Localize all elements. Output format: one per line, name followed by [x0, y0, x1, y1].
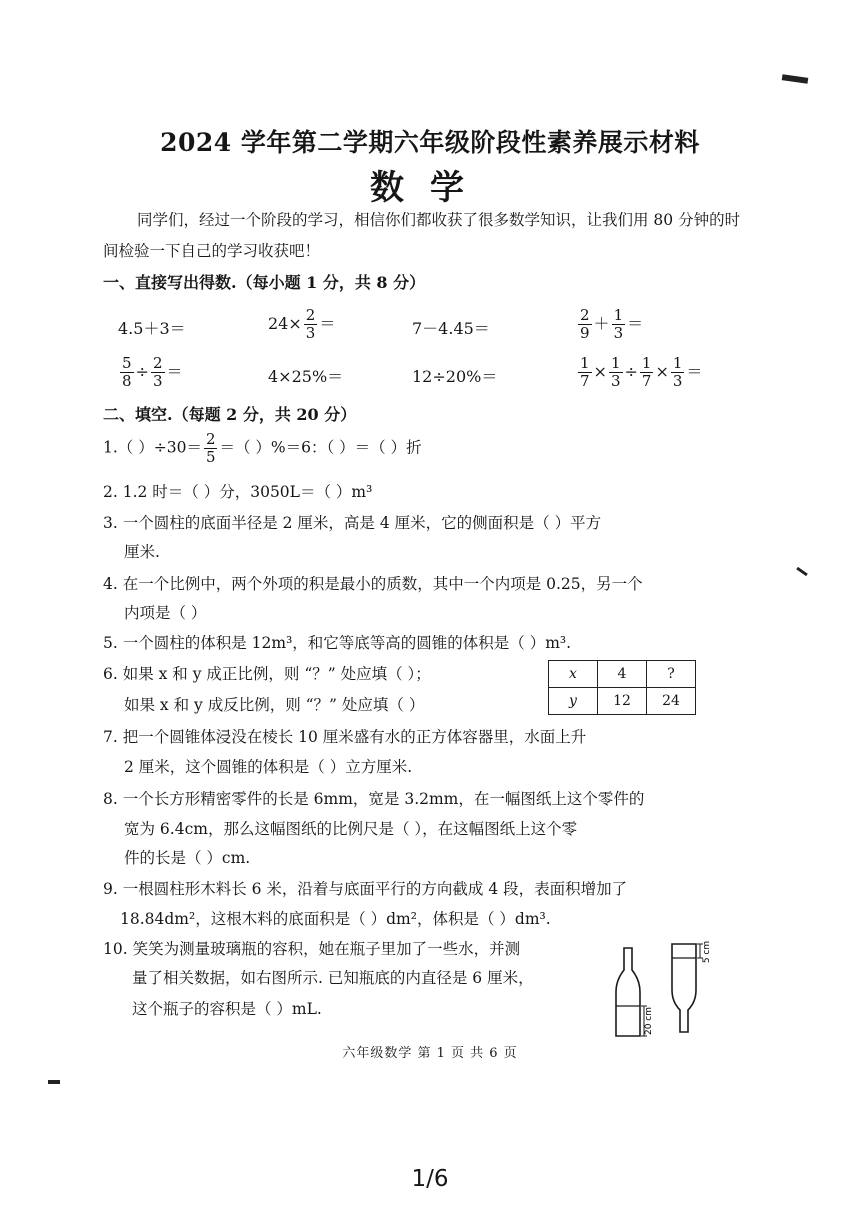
denominator: 3	[305, 324, 316, 342]
calc-item-4	[576, 307, 643, 342]
calc-item-1: 4.5＋3＝	[118, 319, 186, 338]
question-9-line2: 18.84dm²，这根木料的底面积是（ ）dm²，体积是（ ）dm³.	[120, 910, 551, 928]
calc-item-8	[576, 355, 702, 390]
fraction	[578, 307, 592, 342]
table-cell: 24	[647, 688, 696, 715]
bottle-label-20cm: 20 cm	[644, 1006, 654, 1036]
page-indicator: 1/6	[411, 1166, 449, 1192]
table-cell: 4	[598, 661, 647, 688]
bottle-label-5cm: 5 cm	[702, 940, 712, 964]
fraction	[640, 355, 654, 390]
denominator: 3	[613, 324, 624, 342]
denominator: 3	[672, 372, 683, 390]
denominator: 3	[610, 372, 621, 390]
q1-text: ＝（ ）%＝6：（ ）＝（ ）折	[219, 438, 422, 457]
calc-item-7: 12÷20%＝	[412, 367, 498, 386]
fraction	[671, 355, 685, 390]
intro-paragraph: 同学们，经过一个阶段的学习，相信你们都收获了很多数学知识，让我们用 80 分钟的时间检验一下自己的学习收获吧！	[103, 211, 741, 260]
question-8-line3: 件的长是（ ）cm.	[124, 849, 251, 867]
question-10-line3: 这个瓶子的容积是（ ）mL.	[132, 1000, 322, 1018]
question-3-line2: 厘米.	[124, 543, 160, 561]
fraction	[204, 431, 218, 466]
question-4-line1: 4. 在一个比例中，两个外项的积是最小的质数，其中一个内项是 0.25，另一个	[103, 575, 643, 593]
table-cell: y	[549, 688, 598, 715]
numerator: 5	[122, 354, 132, 372]
table-cell: 12	[598, 688, 647, 715]
section1-heading: 一、直接写出得数.（每小题 1 分，共 8 分）	[103, 273, 426, 292]
calc-text: ×	[655, 362, 669, 381]
question-10-line2: 量了相关数据，如右图所示. 已知瓶底的内直径是 6 厘米，	[132, 969, 534, 987]
table-cell: x	[549, 661, 598, 688]
question-9-line1: 9. 一根圆柱形木料长 6 米，沿着与底面平行的方向截成 4 段，表面积增加了	[103, 880, 628, 898]
calc-text: ＝	[627, 314, 644, 333]
question-1	[103, 431, 422, 466]
calc-text: ÷	[135, 362, 149, 381]
denominator: 8	[122, 372, 132, 390]
fraction	[304, 307, 318, 342]
table-cell: ?	[647, 661, 696, 688]
numerator: 1	[613, 306, 624, 324]
paper-title: 2024 学年第二学期六年级阶段性素养展示材料	[160, 128, 700, 157]
fraction	[609, 355, 623, 390]
fraction	[151, 355, 165, 390]
subject-title: 数学	[370, 168, 490, 208]
denominator: 7	[641, 372, 652, 390]
calc-text: ÷	[624, 362, 638, 381]
scan-mark-top-right	[782, 74, 809, 84]
numerator: 1	[580, 354, 590, 372]
fraction	[612, 307, 626, 342]
calc-item-3: 7－4.45＝	[412, 319, 490, 338]
scan-mark-left	[48, 1080, 60, 1084]
bottle-diagram	[606, 940, 718, 1040]
numerator: 1	[672, 354, 683, 372]
numerator: 2	[205, 430, 216, 448]
calc-item-2	[268, 307, 335, 342]
question-3-line1: 3. 一个圆柱的底面半径是 2 厘米，高是 4 厘米，它的侧面积是（ ）平方	[103, 514, 602, 532]
question-10-line1: 10. 笑笑为测量玻璃瓶的容积，她在瓶子里加了一些水，并测	[103, 940, 521, 958]
table-row	[549, 688, 696, 715]
calc-text: ＝	[166, 362, 183, 381]
calc-text: ＋	[593, 314, 610, 333]
scan-mark-right	[796, 567, 808, 576]
numerator: 2	[580, 306, 590, 324]
denominator: 5	[205, 448, 216, 466]
numerator: 1	[610, 354, 621, 372]
numerator: 1	[641, 354, 652, 372]
page-footer: 六年级数学 第 1 页 共 6 页	[342, 1046, 518, 1061]
calc-text: ×	[593, 362, 607, 381]
denominator: 7	[580, 372, 590, 390]
question-7-line1: 7. 把一个圆锥体浸没在棱长 10 厘米盛有水的正方体容器里，水面上升	[103, 728, 587, 746]
table-row	[549, 661, 696, 688]
numerator: 2	[152, 354, 163, 372]
denominator: 3	[152, 372, 163, 390]
question-5: 5. 一个圆柱的体积是 12m³，和它等底等高的圆锥的体积是（ ）m³.	[103, 634, 572, 652]
section2-heading: 二、填空.（每题 2 分，共 20 分）	[103, 405, 357, 424]
question-2: 2. 1.2 时＝（ ）分，3050L＝（ ）m³	[103, 483, 373, 501]
q1-text: 1.（ ）÷30＝	[103, 438, 202, 457]
calc-text: 24×	[268, 314, 302, 333]
fraction	[120, 355, 134, 390]
denominator: 9	[580, 324, 590, 342]
fraction	[578, 355, 592, 390]
question-4-line2: 内项是（ ）	[124, 604, 207, 622]
question-6-line1: 6. 如果 x 和 y 成正比例，则 “？” 处应填（ ）；	[103, 665, 431, 683]
calc-text: ＝	[686, 362, 703, 381]
calc-text: ＝	[319, 314, 336, 333]
question-8-line1: 8. 一个长方形精密零件的长是 6mm，宽是 3.2mm，在一幅图纸上这个零件的	[103, 790, 645, 808]
question-7-line2: 2 厘米，这个圆锥的体积是（ ）立方厘米.	[124, 758, 413, 776]
calc-item-6: 4×25%＝	[268, 367, 344, 386]
proportion-table	[548, 660, 696, 715]
question-6-line2: 如果 x 和 y 成反比例，则 “？” 处应填（ ）	[124, 696, 425, 714]
question-8-line2: 宽为 6.4cm，那么这幅图纸的比例尺是（ ），在这幅图纸上这个零	[124, 820, 578, 838]
calc-item-5	[118, 355, 183, 390]
numerator: 2	[305, 306, 316, 324]
